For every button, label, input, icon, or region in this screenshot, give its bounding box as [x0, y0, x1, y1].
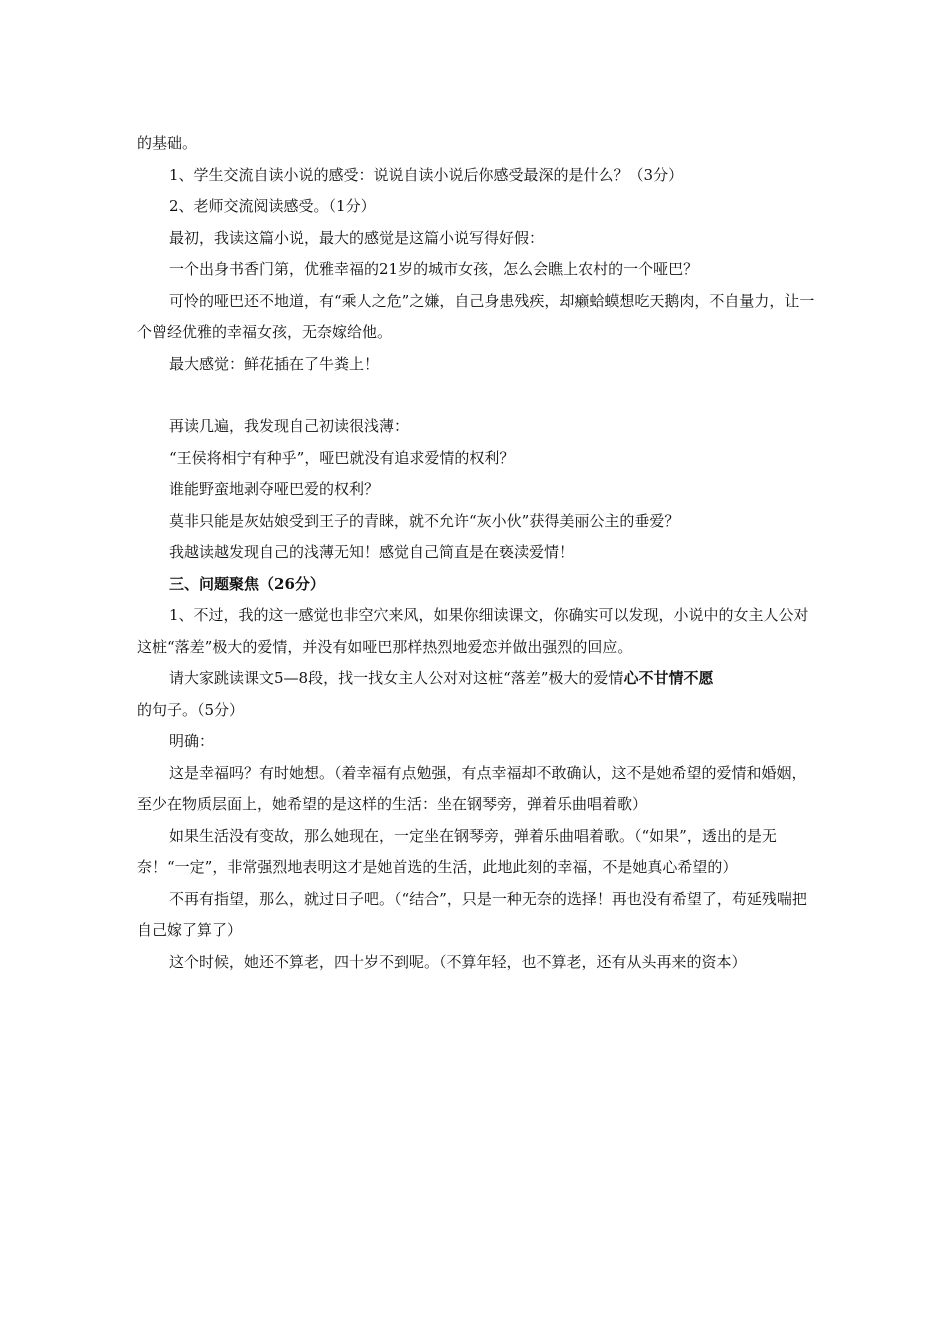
paragraph-biggest-feeling: 最大感觉：鲜花插在了牛粪上！ [169, 354, 380, 373]
question-1: 1、学生交流自读小说的感受：说说自读小说后你感受最深的是什么？（3分） [169, 165, 684, 184]
paragraph-right-to-love: 谁能野蛮地剥夺哑巴爱的权利？ [169, 480, 380, 498]
paragraph-city-girl: 一个出身书香门第，优雅幸福的21岁的城市女孩，怎么会瞧上农村的一个哑巴？ [169, 260, 699, 278]
paragraph-focus-1: 1、不过，我的这一感觉也非空穴来风，如果你细读课文，你确实可以发现，小说中的女主人公对这桩“落差”极大的爱情，并没有如哑巴那样热烈地爱恋并做出强烈的回应。 [137, 606, 809, 656]
paragraph-cinderella: 莫非只能是灰姑娘受到王子的青睐，就不允许“灰小伙”获得美丽公主的垂爱？ [169, 511, 680, 530]
paragraph-shallow: 我越读越发现自己的浅薄无知！感觉自己简直是在亵渎爱情！ [169, 543, 575, 561]
task-text-start: 请大家跳读课文5—8段，找一找女主人公对对这桩“落差”极大的爱情 [169, 669, 624, 687]
paragraph-answer-3: 不再有指望，那么，就过日子吧。（“结合”，只是一种无奈的选择！再也没有希望了，苟延残喘把自己嫁了算了） [137, 889, 807, 939]
question-2: 2、老师交流阅读感受。（1分） [169, 197, 376, 215]
paragraph-reread: 再读几遍，我发现自己初读很浅薄： [169, 417, 410, 435]
task-text-end: 的句子。（5分） [137, 700, 245, 719]
paragraph-answer-1: 这是幸福吗？有时她想。（着幸福有点勉强，有点幸福却不敢确认，这不是她希望的爱情和婚姻，至少在物质层面上，她希望的是这样的生活：坐在钢琴旁，弹着乐曲唱着歌） [137, 763, 807, 813]
task-text-bold: 心不甘情不愿 [623, 669, 714, 687]
paragraph-answer-label: 明确： [169, 732, 215, 750]
paragraph-quote: “王侯将相宁有种乎”，哑巴就没有追求爱情的权利？ [169, 448, 515, 467]
paragraph-first-impression: 最初，我读这篇小说，最大的感觉是这篇小说写得好假： [169, 228, 545, 247]
blank-line [137, 380, 817, 411]
section-heading-3: 三、问题聚焦（26分） [169, 574, 325, 593]
paragraph-answer-4: 这个时候，她还不算老，四十岁不到呢。（不算年轻，也不算老，还有从头再来的资本） [169, 952, 747, 971]
paragraph-task [137, 663, 817, 726]
paragraph-continuation: 的基础。 [137, 134, 198, 152]
paragraph-mute-man: 可怜的哑巴还不地道，有“乘人之危”之嫌，自己身患残疾，却癞蛤蟆想吃天鹅肉，不自量力，让一个曾经优雅的幸福女孩，无奈嫁给他。 [137, 291, 815, 341]
paragraph-answer-2: 如果生活没有变故，那么她现在，一定坐在钢琴旁，弹着乐曲唱着歌。（“如果”，透出的是无奈！“一定”，非常强烈地表明这才是她首选的生活，此地此刻的幸福，不是她真心希望的） [137, 826, 777, 876]
document-body [137, 128, 817, 978]
